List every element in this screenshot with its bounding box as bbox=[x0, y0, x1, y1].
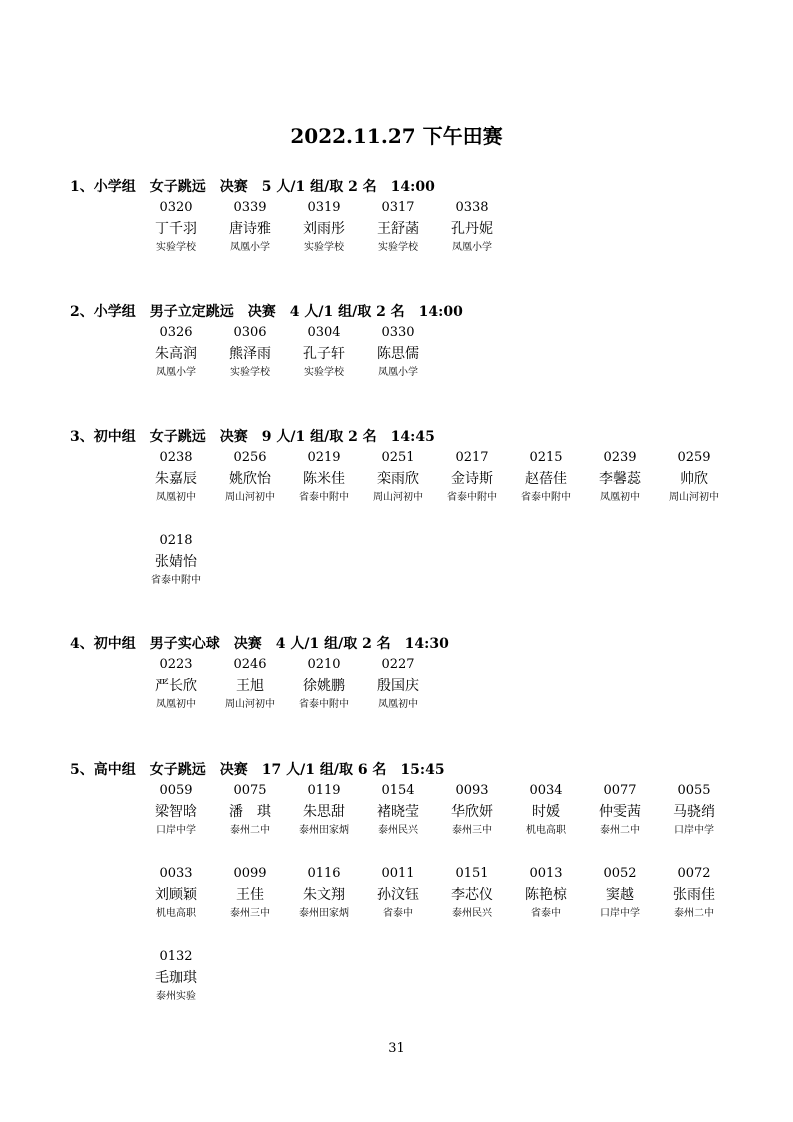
athlete-number: 0217 bbox=[455, 450, 489, 465]
athlete-number: 0218 bbox=[159, 533, 193, 548]
athlete-name: 徐姚鹏 bbox=[303, 678, 345, 694]
athlete-row bbox=[0, 865, 793, 935]
athlete-number: 0011 bbox=[381, 866, 415, 881]
athlete-school: 周山河初中 bbox=[373, 492, 423, 503]
athlete-school: 泰州田家炳 bbox=[299, 825, 349, 836]
athlete-number: 0075 bbox=[233, 783, 267, 798]
athlete-number: 0151 bbox=[455, 866, 489, 881]
athlete-number: 0330 bbox=[381, 325, 415, 340]
athlete-school: 省泰中附中 bbox=[299, 492, 349, 503]
athlete-name: 朱文翔 bbox=[303, 887, 345, 903]
athlete-row bbox=[0, 324, 793, 394]
athlete-name: 潘 琪 bbox=[229, 804, 271, 820]
page-number: 31 bbox=[388, 1041, 405, 1056]
athlete-school: 实验学校 bbox=[304, 367, 344, 378]
athlete-school: 凤凰小学 bbox=[452, 242, 492, 253]
athlete-number: 0326 bbox=[159, 325, 193, 340]
athlete-number: 0246 bbox=[233, 657, 267, 672]
athlete-name: 李芯仪 bbox=[451, 887, 493, 903]
athlete-school: 机电高职 bbox=[156, 908, 196, 919]
athlete-school: 泰州田家炳 bbox=[299, 908, 349, 919]
athlete-number: 0059 bbox=[159, 783, 193, 798]
event-header: 2、小学组 男子立定跳远 决赛 4 人/1 组/取 2 名 14:00 bbox=[70, 304, 463, 320]
athlete-number: 0223 bbox=[159, 657, 193, 672]
athlete-name: 张婧怡 bbox=[155, 554, 197, 570]
athlete-number: 0219 bbox=[307, 450, 341, 465]
athlete-name: 朱高润 bbox=[155, 346, 197, 362]
athlete-number: 0072 bbox=[677, 866, 711, 881]
athlete-name: 陈米佳 bbox=[303, 471, 345, 487]
athlete-number: 0306 bbox=[233, 325, 267, 340]
athlete-name: 孔丹妮 bbox=[451, 221, 493, 237]
athlete-name: 朱嘉辰 bbox=[155, 471, 197, 487]
athlete-name: 刘顾颖 bbox=[155, 887, 197, 903]
athlete-number: 0319 bbox=[307, 200, 341, 215]
athlete-row bbox=[0, 449, 793, 519]
athlete-name: 陈艳椋 bbox=[525, 887, 567, 903]
athlete-name: 王佳 bbox=[236, 887, 264, 903]
athlete-school: 口岸中学 bbox=[600, 908, 640, 919]
athlete-name: 栾雨欣 bbox=[377, 471, 419, 487]
athlete-school: 泰州实验 bbox=[156, 991, 196, 1002]
athlete-school: 凤凰初中 bbox=[156, 492, 196, 503]
athlete-number: 0013 bbox=[529, 866, 563, 881]
athlete-name: 马骁绡 bbox=[673, 804, 715, 820]
athlete-name: 华欣妍 bbox=[451, 804, 493, 820]
athlete-school: 周山河初中 bbox=[669, 492, 719, 503]
athlete-number: 0227 bbox=[381, 657, 415, 672]
event-header: 4、初中组 男子实心球 决赛 4 人/1 组/取 2 名 14:30 bbox=[70, 636, 449, 652]
athlete-school: 泰州二中 bbox=[230, 825, 270, 836]
athlete-school: 省泰中附中 bbox=[151, 575, 201, 586]
athlete-name: 李馨蕊 bbox=[599, 471, 641, 487]
athlete-name: 窦越 bbox=[606, 887, 634, 903]
athlete-number: 0154 bbox=[381, 783, 415, 798]
athlete-number: 0052 bbox=[603, 866, 637, 881]
athlete-school: 省泰中附中 bbox=[299, 699, 349, 710]
athlete-name: 严长欣 bbox=[155, 678, 197, 694]
athlete-number: 0093 bbox=[455, 783, 489, 798]
athlete-school: 省泰中附中 bbox=[447, 492, 497, 503]
page-title: 2022.11.27 下午田赛 bbox=[290, 124, 503, 148]
athlete-school: 实验学校 bbox=[304, 242, 344, 253]
athlete-number: 0259 bbox=[677, 450, 711, 465]
athlete-school: 凤凰小学 bbox=[156, 367, 196, 378]
athlete-number: 0339 bbox=[233, 200, 267, 215]
athlete-row bbox=[0, 782, 793, 852]
athlete-name: 赵蓓佳 bbox=[525, 471, 567, 487]
athlete-number: 0210 bbox=[307, 657, 341, 672]
athlete-number: 0034 bbox=[529, 783, 563, 798]
athlete-school: 泰州民兴 bbox=[378, 825, 418, 836]
athlete-name: 孙汶钰 bbox=[377, 887, 419, 903]
athlete-name: 毛珈琪 bbox=[155, 970, 197, 986]
athlete-school: 周山河初中 bbox=[225, 492, 275, 503]
athlete-number: 0320 bbox=[159, 200, 193, 215]
athlete-name: 金诗斯 bbox=[451, 471, 493, 487]
event-header: 5、高中组 女子跳远 决赛 17 人/1 组/取 6 名 15:45 bbox=[70, 762, 445, 778]
athlete-name: 王舒菡 bbox=[377, 221, 419, 237]
athlete-name: 陈思儒 bbox=[377, 346, 419, 362]
athlete-school: 泰州二中 bbox=[600, 825, 640, 836]
athlete-school: 实验学校 bbox=[378, 242, 418, 253]
athlete-row bbox=[0, 532, 793, 602]
athlete-school: 实验学校 bbox=[156, 242, 196, 253]
athlete-name: 殷国庆 bbox=[377, 678, 419, 694]
athlete-number: 0256 bbox=[233, 450, 267, 465]
athlete-name: 朱思甜 bbox=[303, 804, 345, 820]
athlete-number: 0116 bbox=[307, 866, 341, 881]
athlete-school: 口岸中学 bbox=[156, 825, 196, 836]
athlete-school: 泰州二中 bbox=[674, 908, 714, 919]
athlete-number: 0238 bbox=[159, 450, 193, 465]
athlete-name: 熊泽雨 bbox=[229, 346, 271, 362]
athlete-school: 周山河初中 bbox=[225, 699, 275, 710]
athlete-name: 帅欣 bbox=[680, 471, 708, 487]
athlete-school: 口岸中学 bbox=[674, 825, 714, 836]
event-header: 3、初中组 女子跳远 决赛 9 人/1 组/取 2 名 14:45 bbox=[70, 429, 435, 445]
athlete-school: 泰州三中 bbox=[452, 825, 492, 836]
athlete-number: 0132 bbox=[159, 949, 193, 964]
athlete-school: 凤凰小学 bbox=[378, 367, 418, 378]
athlete-number: 0215 bbox=[529, 450, 563, 465]
athlete-number: 0033 bbox=[159, 866, 193, 881]
athlete-number: 0239 bbox=[603, 450, 637, 465]
athlete-school: 机电高职 bbox=[526, 825, 566, 836]
athlete-name: 张雨佳 bbox=[673, 887, 715, 903]
athlete-name: 仲雯茜 bbox=[599, 804, 641, 820]
athlete-school: 省泰中附中 bbox=[521, 492, 571, 503]
athlete-number: 0251 bbox=[381, 450, 415, 465]
athlete-school: 泰州三中 bbox=[230, 908, 270, 919]
athlete-school: 凤凰初中 bbox=[378, 699, 418, 710]
athlete-number: 0304 bbox=[307, 325, 341, 340]
athlete-name: 唐诗雅 bbox=[229, 221, 271, 237]
athlete-school: 泰州民兴 bbox=[452, 908, 492, 919]
athlete-number: 0099 bbox=[233, 866, 267, 881]
athlete-row bbox=[0, 656, 793, 726]
athlete-number: 0055 bbox=[677, 783, 711, 798]
athlete-row bbox=[0, 948, 793, 1018]
athlete-school: 凤凰初中 bbox=[600, 492, 640, 503]
athlete-name: 时媛 bbox=[532, 804, 560, 820]
athlete-name: 梁智晗 bbox=[155, 804, 197, 820]
athlete-name: 姚欣怡 bbox=[229, 471, 271, 487]
athlete-row bbox=[0, 199, 793, 269]
athlete-name: 褚晓莹 bbox=[377, 804, 419, 820]
athlete-number: 0338 bbox=[455, 200, 489, 215]
athlete-school: 凤凰初中 bbox=[156, 699, 196, 710]
athlete-name: 孔子轩 bbox=[303, 346, 345, 362]
athlete-number: 0119 bbox=[307, 783, 341, 798]
athlete-number: 0077 bbox=[603, 783, 637, 798]
athlete-school: 省泰中 bbox=[383, 908, 413, 919]
athlete-school: 省泰中 bbox=[531, 908, 561, 919]
athlete-school: 实验学校 bbox=[230, 367, 270, 378]
athlete-name: 丁千羽 bbox=[155, 221, 197, 237]
athlete-school: 凤凰小学 bbox=[230, 242, 270, 253]
athlete-name: 刘雨彤 bbox=[303, 221, 345, 237]
athlete-number: 0317 bbox=[381, 200, 415, 215]
event-header: 1、小学组 女子跳远 决赛 5 人/1 组/取 2 名 14:00 bbox=[70, 179, 435, 195]
athlete-name: 王旭 bbox=[236, 678, 264, 694]
